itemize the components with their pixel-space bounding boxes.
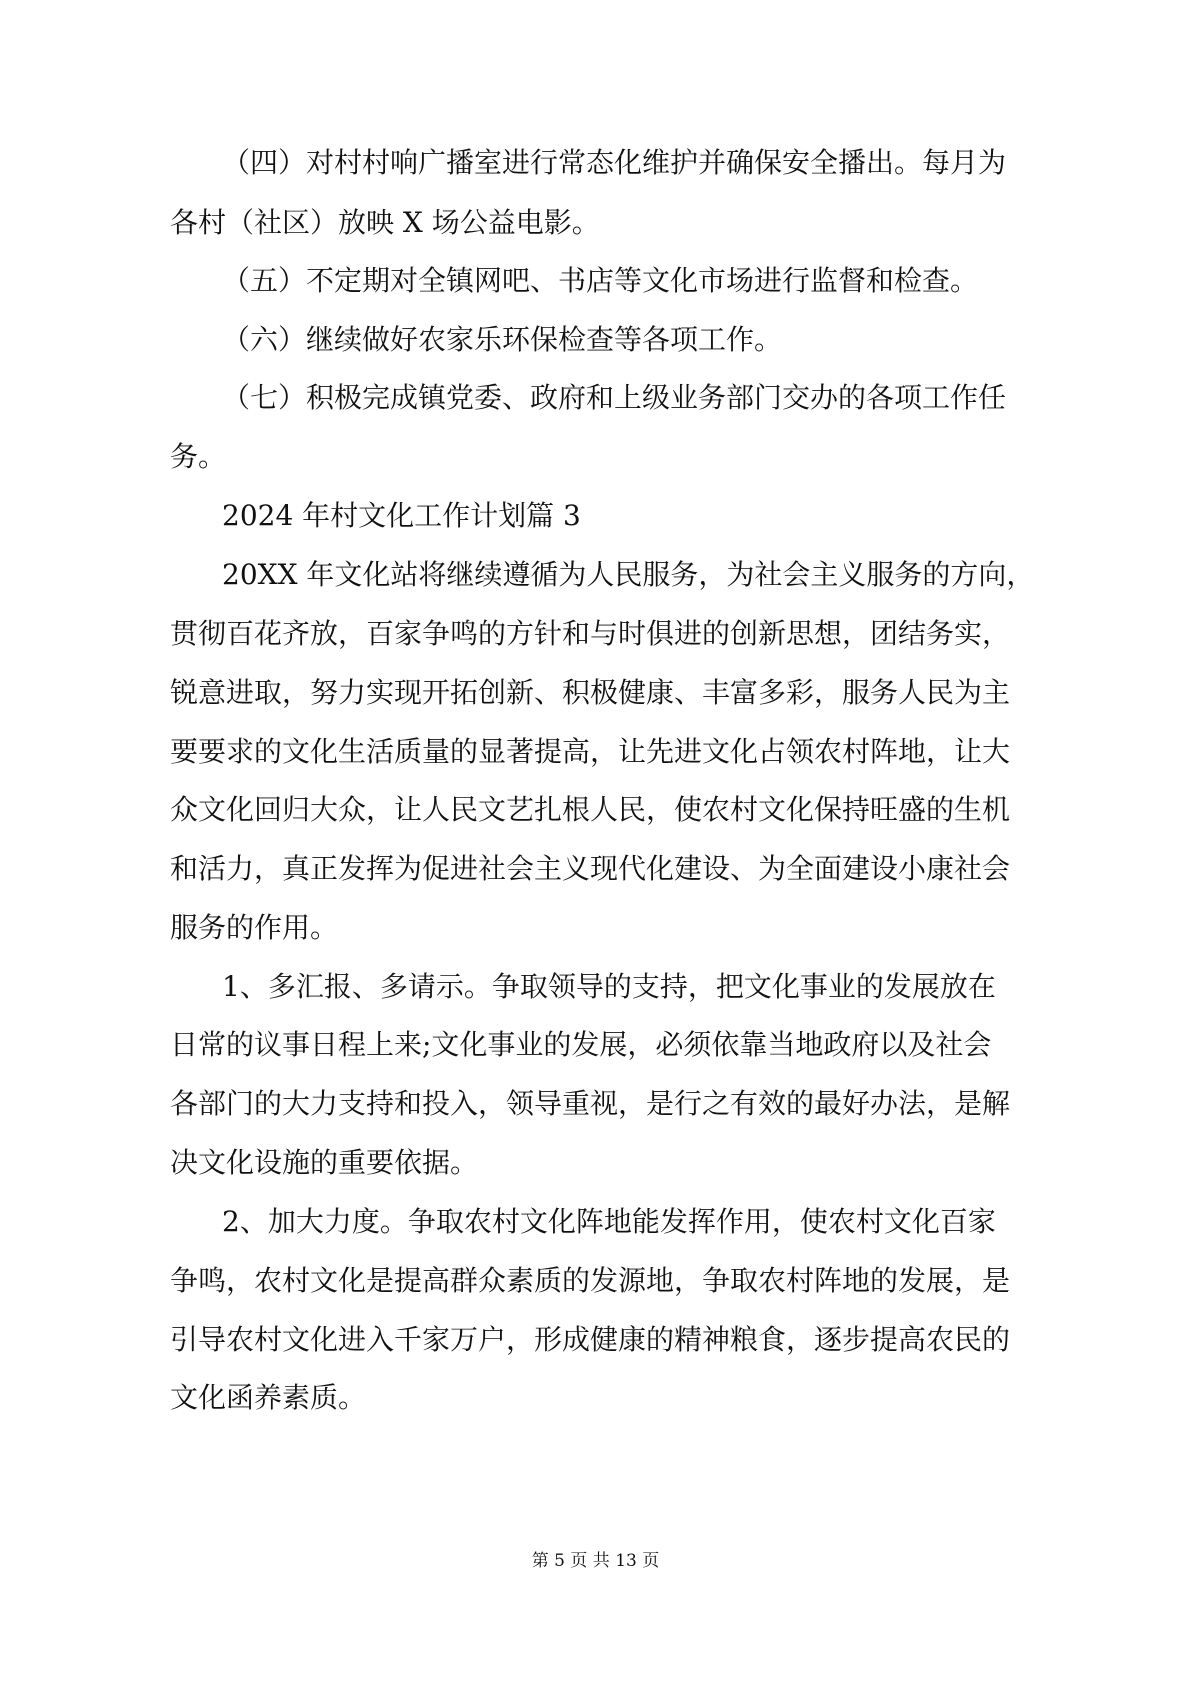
text-line: 务。 xyxy=(170,440,227,473)
text-line: 贯彻百花齐放，百家争鸣的方针和与时俱进的创新思想，团结务实， xyxy=(170,617,1011,650)
text-line: （五）不定期对全镇网吧、书店等文化市场进行监督和检查。 xyxy=(222,264,979,297)
text-line: 争鸣，农村文化是提高群众素质的发源地，争取农村阵地的发展，是 xyxy=(170,1264,1011,1297)
section-heading: 2024 年村文化工作计划篇 3 xyxy=(222,499,581,532)
text-line: 各村（社区）放映 X 场公益电影。 xyxy=(170,206,600,239)
text-line: 文化函养素质。 xyxy=(170,1381,367,1414)
text-line: 1、多汇报、多请示。争取领导的支持，把文化事业的发展放在 xyxy=(222,970,996,1003)
text-line: 20XX 年文化站将继续遵循为人民服务，为社会主义服务的方向， xyxy=(222,558,1035,591)
text-line: 决文化设施的重要依据。 xyxy=(170,1146,479,1179)
page-number-footer: 第 5 页 共 13 页 xyxy=(531,1551,660,1571)
text-line: 服务的作用。 xyxy=(170,911,339,944)
text-line: 各部门的大力支持和投入，领导重视，是行之有效的最好办法，是解 xyxy=(170,1087,1011,1120)
text-line: 引导农村文化进入千家万户，形成健康的精神粮食，逐步提高农民的 xyxy=(170,1323,1011,1356)
text-line: 锐意进取，努力实现开拓创新、积极健康、丰富多彩，服务人民为主 xyxy=(170,676,1011,709)
text-line: （四）对村村响广播室进行常态化维护并确保安全播出。每月为 xyxy=(222,146,1007,179)
text-line: 2、加大力度。争取农村文化阵地能发挥作用，使农村文化百家 xyxy=(222,1205,996,1238)
text-line: （七）积极完成镇党委、政府和上级业务部门交办的各项工作任 xyxy=(222,381,1007,414)
text-line: 和活力，真正发挥为促进社会主义现代化建设、为全面建设小康社会 xyxy=(170,852,1011,885)
text-line: （六）继续做好农家乐环保检查等各项工作。 xyxy=(222,323,783,356)
text-line: 要要求的文化生活质量的显著提高，让先进文化占领农村阵地，让大 xyxy=(170,735,1011,768)
text-line: 日常的议事日程上来;文化事业的发展，必须依靠当地政府以及社会 xyxy=(170,1028,992,1061)
text-line: 众文化回归大众，让人民文艺扎根人民，使农村文化保持旺盛的生机 xyxy=(170,793,1011,826)
